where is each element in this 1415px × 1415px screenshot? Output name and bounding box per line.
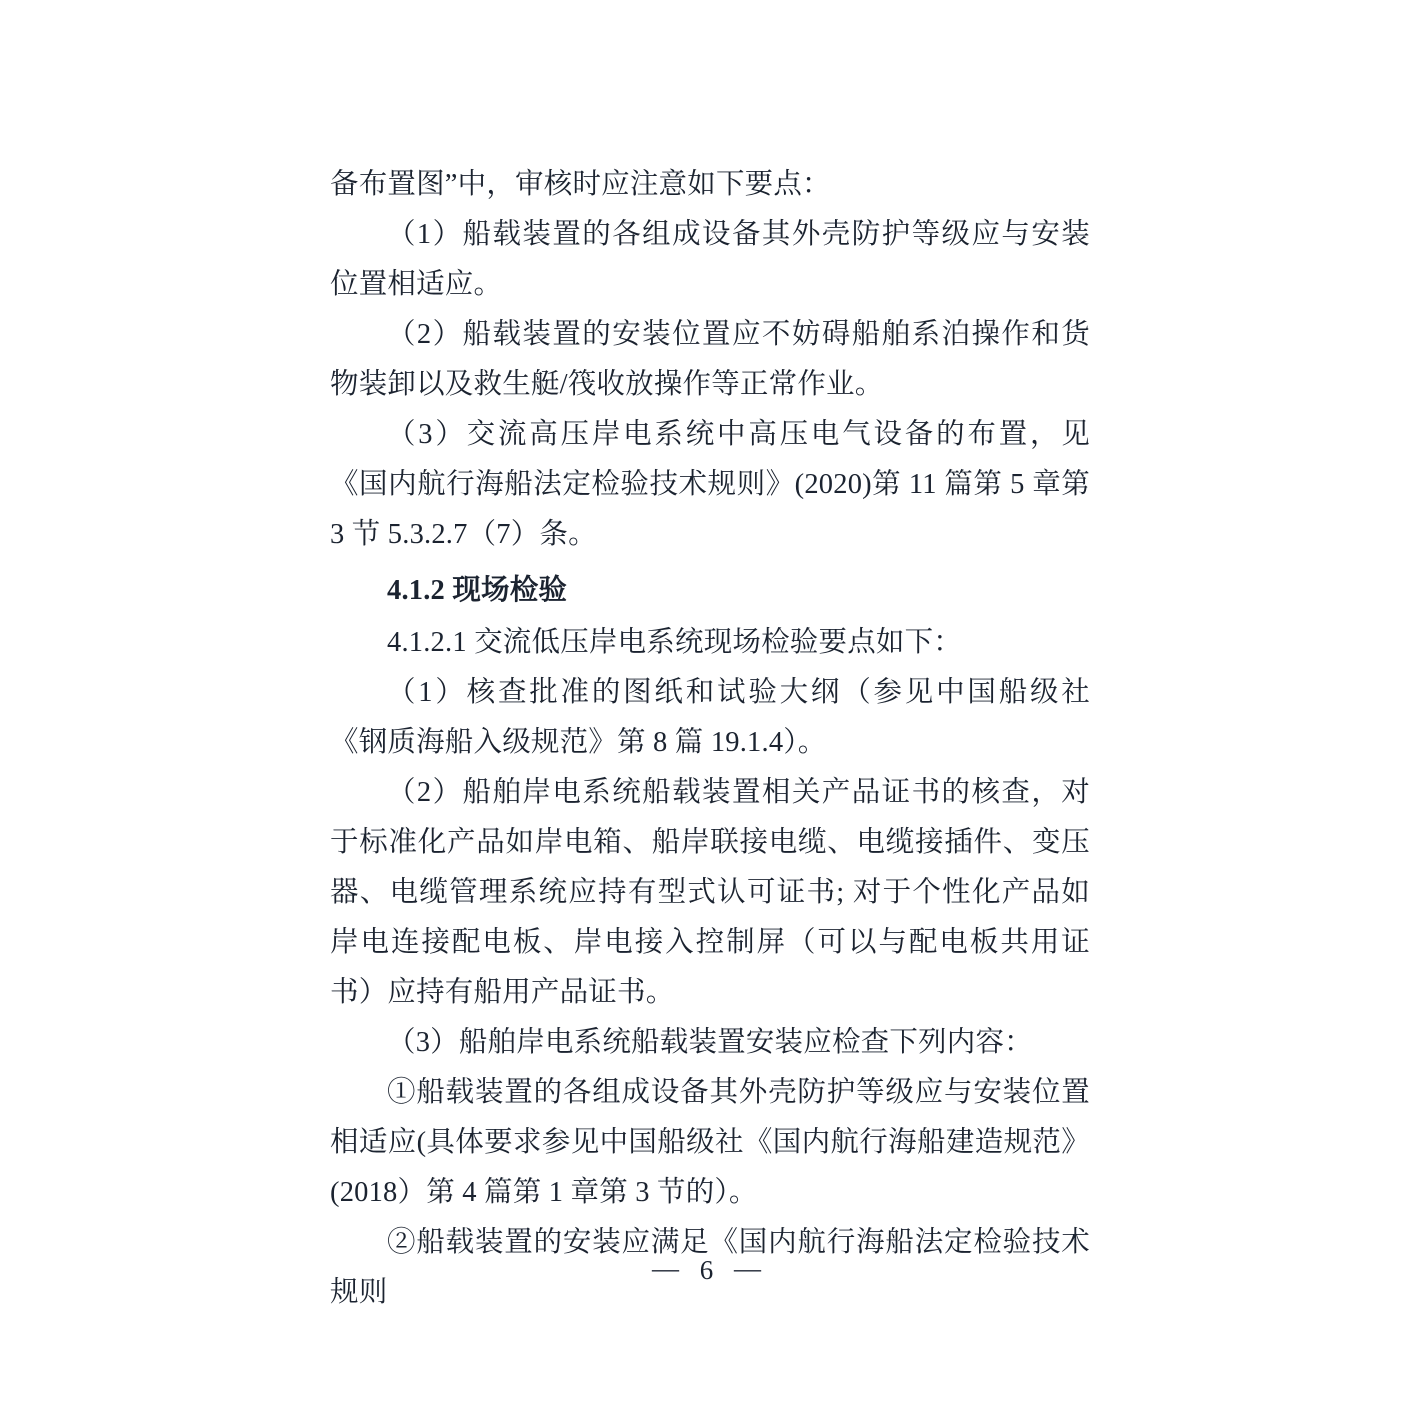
- page-body: [330, 160, 1090, 1318]
- paragraph-continuation: 备布置图”中，审核时应注意如下要点：: [330, 169, 831, 200]
- section-heading-4-1-2: 4.1.2 现场检验: [387, 575, 568, 606]
- paragraph-sub-item-1: ①船载装置的各组成设备其外壳防护等级应与安装位置相适应(具体要求参见中国船级社《国内航行海船建造规范》(2018）第 4 篇第 1 章第 3 节的）。: [330, 1077, 1090, 1208]
- paragraph-field-item-1: （1）核查批准的图纸和试验大纲（参见中国船级社《钢质海船入级规范》第 8 篇 19.1.4）。: [330, 677, 1090, 758]
- paragraph-field-item-2: （2）船舶岸电系统船载装置相关产品证书的核查，对于标准化产品如岸电箱、船岸联接电缆、电缆接插件、变压器、电缆管理系统应持有型式认可证书; 对于个性化产品如岸电连接配电板、岸电接入控制屏（可以与配电板共用证书）应持有船用产品证书。: [330, 777, 1090, 1008]
- paragraph-sub-item-2: ②船载装置的安装应满足《国内航行海船法定检验技术规则: [330, 1227, 1090, 1308]
- page-footer: [0, 1255, 1415, 1286]
- paragraph-item-3: （3）交流高压岸电系统中高压电气设备的布置，见《国内航行海船法定检验技术规则》(2020)第 11 篇第 5 章第 3 节 5.3.2.7（7）条。: [330, 419, 1090, 550]
- page-number: 6: [699, 1255, 716, 1285]
- footer-dash-left: —: [652, 1253, 681, 1283]
- footer-dash-right: —: [734, 1253, 763, 1283]
- paragraph-item-1: （1）船载装置的各组成设备其外壳防护等级应与安装位置相适应。: [330, 219, 1090, 300]
- paragraph-item-2: （2）船载装置的安装位置应不妨碍船舶系泊操作和货物装卸以及救生艇/筏收放操作等正常作业。: [330, 319, 1090, 400]
- paragraph-4-1-2-1: 4.1.2.1 交流低压岸电系统现场检验要点如下：: [387, 627, 963, 658]
- paragraph-field-item-3: （3）船舶岸电系统船载装置安装应检查下列内容：: [387, 1027, 1033, 1058]
